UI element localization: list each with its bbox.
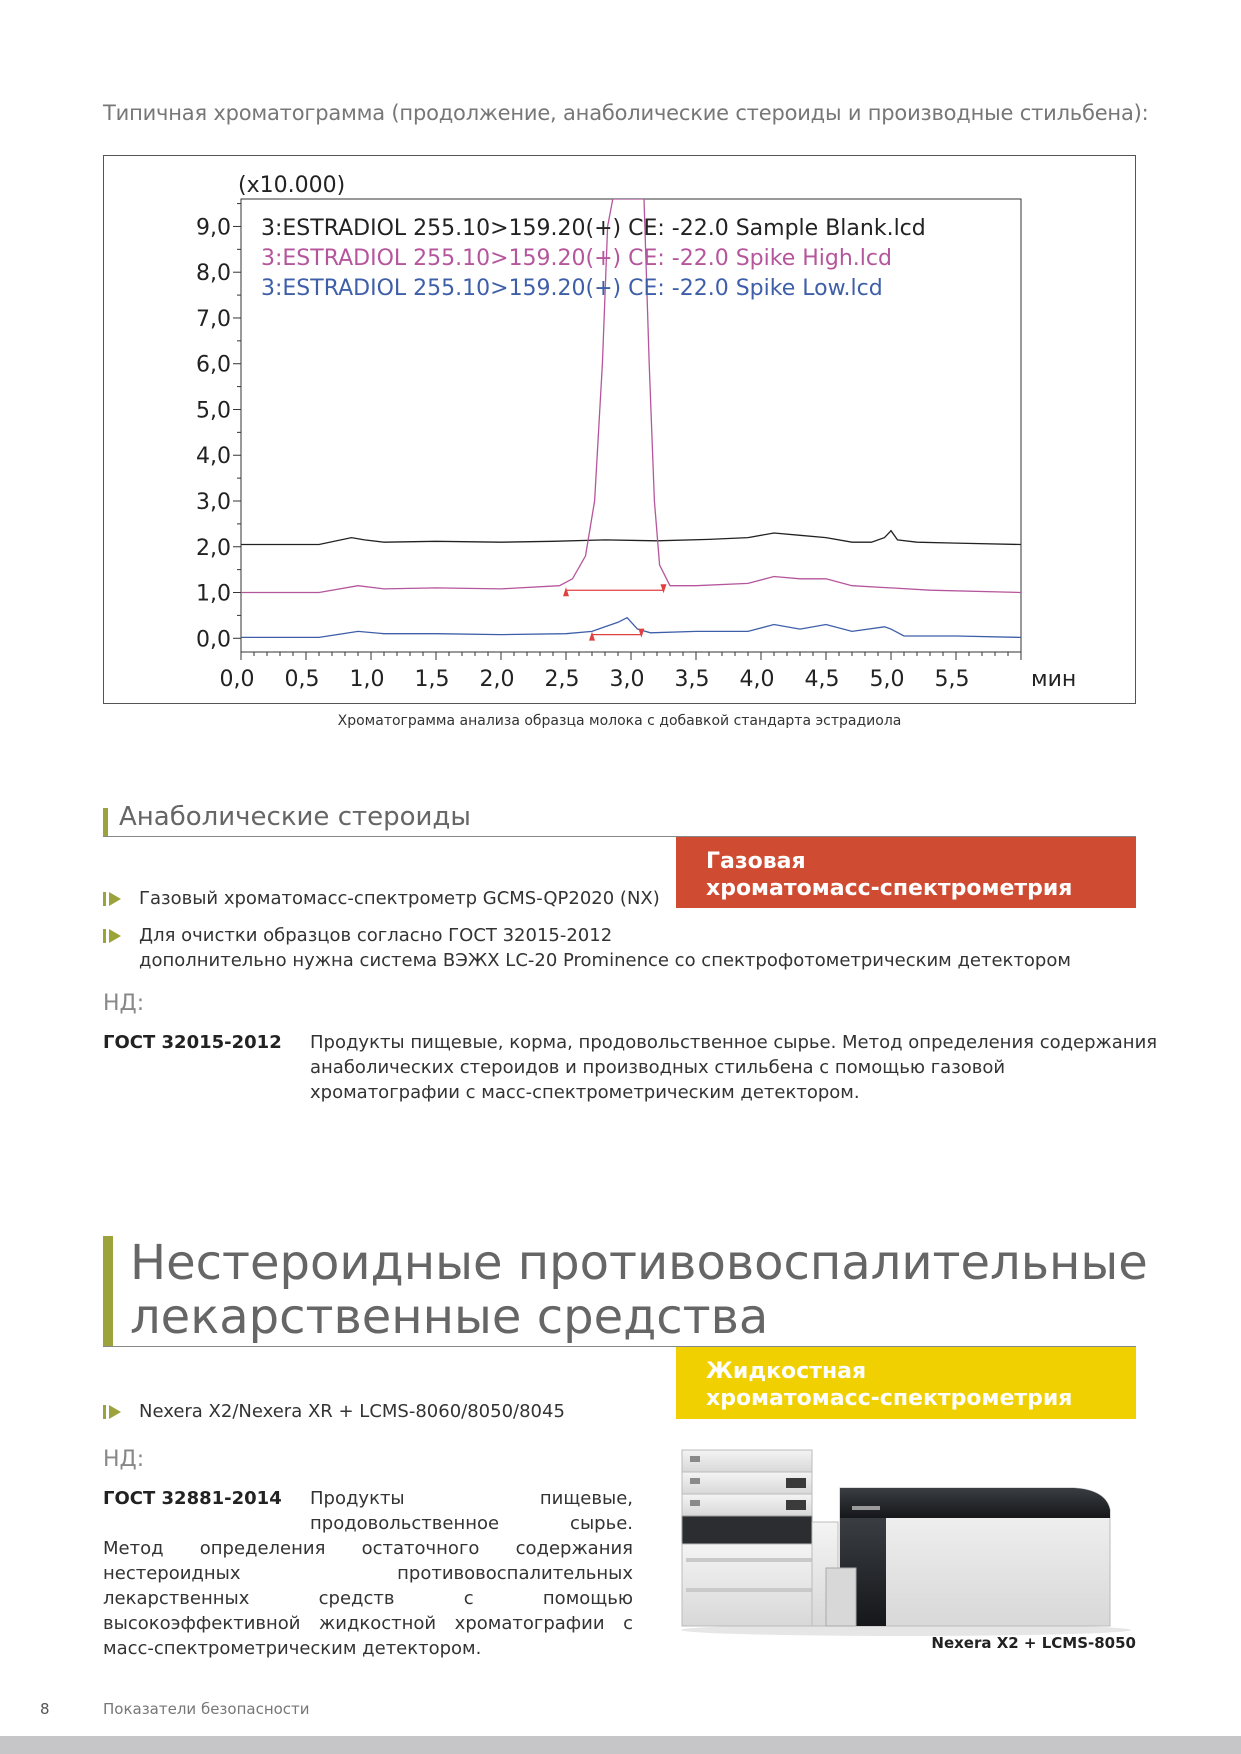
- nd-label: НД:: [103, 991, 145, 1016]
- method-tag-line1: Газовая: [706, 849, 806, 874]
- gost-description-line: хроматографии с масс-спектрометрическим детектором.: [310, 1082, 860, 1103]
- y-tick-label: 5,0: [196, 398, 231, 424]
- x-tick-label: 1,0: [349, 667, 385, 692]
- gost-description-line: анаболических стероидов и производных стильбена с помощью газовой: [310, 1057, 1006, 1078]
- nd-label: НД:: [103, 1447, 145, 1472]
- section-title-line: Нестероидные противовоспалительные: [130, 1235, 1148, 1291]
- gost-description-line: Продукты пищевые, корма, продовольственное сырье. Метод определения содержания: [310, 1032, 1158, 1053]
- integration-marker: [661, 584, 667, 593]
- x-tick-label: 2,5: [544, 667, 580, 692]
- list-item-text: Газовый хроматомасс-спектрометр GCMS-QP2020 (NX): [139, 888, 660, 909]
- list-item: [103, 923, 1103, 973]
- instrument-illustration: [676, 1448, 1136, 1638]
- x-tick-label: 4,0: [739, 667, 775, 692]
- list-item-text: Для очистки образцов согласно ГОСТ 32015-2012: [139, 925, 613, 946]
- chromatogram-chart: [104, 156, 1137, 705]
- y-tick-label: 8,0: [196, 261, 231, 287]
- y-tick-label: 6,0: [196, 352, 231, 378]
- y-tick-label: 3,0: [196, 490, 231, 515]
- method-tag-line2: хроматомасс-спектрометрия: [706, 1386, 1073, 1411]
- y-multiplier-label: (x10.000): [238, 173, 346, 198]
- section-header-nsaid: [103, 1235, 1148, 1347]
- x-tick-label: 3,5: [674, 667, 710, 692]
- section-title-line: лекарственные средства: [130, 1289, 769, 1345]
- x-tick-label: 2,0: [479, 667, 515, 692]
- page-number: 8: [40, 1700, 50, 1718]
- legend-entry: 3:ESTRADIOL 255.10>159.20(+) CE: -22.0 Spike Low.lcd: [261, 276, 883, 301]
- legend-entry: 3:ESTRADIOL 255.10>159.20(+) CE: -22.0 Spike High.lcd: [261, 246, 892, 271]
- integration-marker: [563, 587, 569, 596]
- gost-description: Продукты пищевые, продовольственное сырье. Метод определения остаточного содержания нестероидных противовоспалительных лекарственных средств с помощью высокоэффективной жидкостной хроматографии с масс-спектрометрическим детектором.: [103, 1488, 633, 1659]
- section-title-nsaid: [130, 1236, 1148, 1344]
- method-tag-lc-ms: [676, 1347, 1136, 1419]
- integration-marker: [638, 629, 644, 638]
- y-tick-label: 0,0: [196, 627, 231, 653]
- chart-heading: Типичная хроматограмма (продолжение, анаболические стероиды и производные стильбена):: [103, 101, 1149, 125]
- bullet-arrow-icon: [103, 929, 121, 943]
- bullet-arrow-icon: [103, 892, 121, 906]
- y-tick-label: 7,0: [196, 306, 231, 332]
- list-item: [103, 886, 663, 911]
- gost-description: [310, 1030, 1158, 1105]
- gost-block-nsaid: [103, 1486, 633, 1661]
- series-line-1: [241, 531, 1021, 545]
- footer-title: Показатели безопасности: [103, 1700, 310, 1718]
- chart-caption: Хроматограмма анализа образца молока с добавкой стандарта эстрадиола: [337, 713, 902, 729]
- x-axis-label: мин: [1031, 667, 1077, 692]
- gost-code: ГОСТ 32881-2014: [103, 1488, 282, 1509]
- y-tick-label: 4,0: [196, 444, 231, 470]
- section-accent-bar: [103, 1236, 113, 1346]
- method-tag-line1: Жидкостная: [706, 1359, 867, 1384]
- x-tick-label: 5,0: [869, 667, 905, 692]
- bullet-arrow-icon: [103, 1405, 121, 1419]
- list-item: [103, 1399, 663, 1424]
- list-item-text-continued: дополнительно нужна система ВЭЖХ LC-20 Prominence со спектрофотометрическим детектором: [139, 950, 1071, 971]
- chromatogram-frame: [103, 155, 1136, 704]
- x-tick-label: 3,0: [609, 667, 645, 692]
- section-title-anabolic: Анаболические стероиды: [119, 802, 471, 832]
- y-tick-label: 9,0: [196, 215, 231, 241]
- x-tick-label: 0,5: [284, 667, 320, 692]
- x-tick-label: 1,5: [414, 667, 450, 692]
- integration-marker: [589, 632, 595, 641]
- x-tick-label: 5,5: [934, 667, 970, 692]
- method-tag-line2: хроматомасс-спектрометрия: [706, 876, 1073, 901]
- x-tick-label: 4,5: [804, 667, 840, 692]
- list-item-text: Nexera X2/Nexera XR + LCMS-8060/8050/8045: [139, 1401, 565, 1422]
- y-tick-label: 2,0: [196, 535, 231, 561]
- x-tick-label: 0,0: [219, 667, 255, 692]
- footer-bar: [0, 1736, 1241, 1754]
- legend-entry: 3:ESTRADIOL 255.10>159.20(+) CE: -22.0 Sample Blank.lcd: [261, 216, 926, 241]
- y-tick-label: 1,0: [196, 581, 231, 607]
- section-header-anabolic: [103, 802, 1136, 837]
- method-tag-gc-ms: [676, 837, 1136, 908]
- section-accent-bar: [103, 808, 108, 836]
- photo-caption: Nexera X2 + LCMS-8050: [931, 1634, 1136, 1652]
- product-photo: [676, 1448, 1136, 1638]
- gost-code: ГОСТ 32015-2012: [103, 1032, 282, 1053]
